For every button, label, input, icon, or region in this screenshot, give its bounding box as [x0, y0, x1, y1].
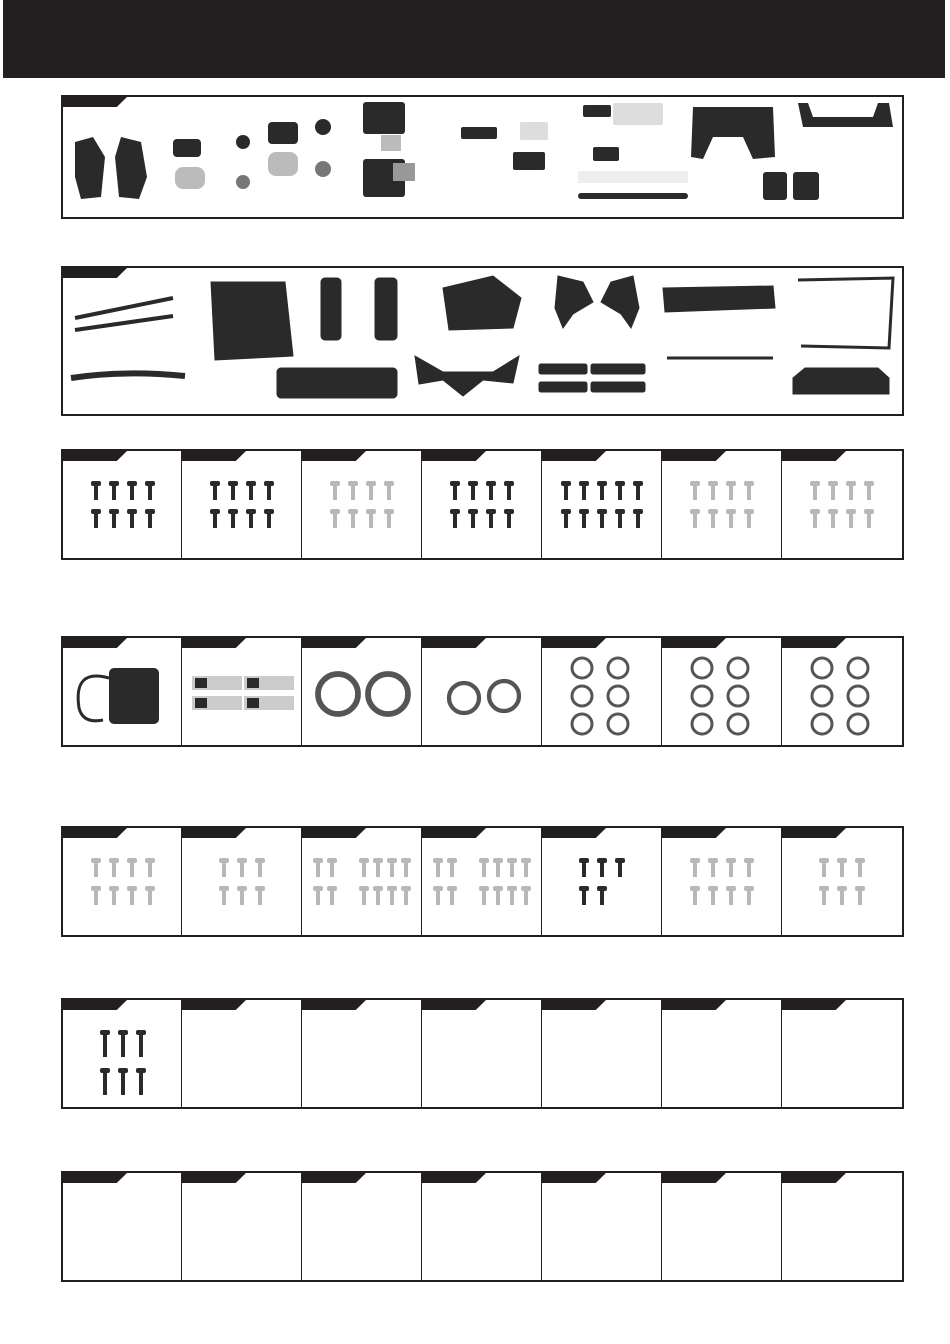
part-image-black-screws-5 — [542, 828, 661, 935]
part-image-silver-screws-8 — [782, 451, 901, 558]
cell-tag — [182, 1173, 246, 1183]
part-cell-empty — [542, 1173, 662, 1280]
cell-tag — [63, 1173, 127, 1183]
cell-tag — [662, 1000, 726, 1010]
part-image-silver-screws-12 — [422, 828, 541, 935]
part-cell-empty — [182, 1173, 302, 1280]
parts-panel-1 — [61, 95, 904, 219]
part-cell-empty — [63, 1173, 182, 1280]
part-image-bearings-2-large — [302, 638, 421, 745]
part-image-body-clips — [182, 638, 301, 745]
part-cell-bearings-2 — [422, 638, 542, 745]
part-cell-black-screws-8 — [63, 451, 182, 558]
part-image-silver-screws-8 — [662, 828, 781, 935]
part-cell-black-screws-8 — [422, 451, 542, 558]
part-image-black-screws-8 — [422, 451, 541, 558]
grid-panel-empty-grid — [61, 1171, 904, 1282]
part-image-rings-6 — [782, 638, 901, 745]
page-header-bar — [3, 0, 945, 78]
part-cell-silver-screws-12 — [302, 828, 422, 935]
part-cell-long-black-screws-6 — [63, 1000, 182, 1107]
cell-tag — [422, 1173, 486, 1183]
cell-tag — [542, 1000, 606, 1010]
part-cell-rings-6 — [542, 638, 662, 745]
part-cell-silver-screws-8 — [782, 451, 902, 558]
part-image-silver-screws-8 — [662, 451, 781, 558]
part-cell-empty — [542, 1000, 662, 1107]
part-cell-silver-screws-8 — [662, 451, 782, 558]
cell-tag — [302, 1000, 366, 1010]
cell-tag — [182, 1000, 246, 1010]
grid-panel-screws-c — [61, 998, 904, 1109]
part-cell-empty — [782, 1000, 902, 1107]
part-cell-silver-screws-6 — [782, 828, 902, 935]
part-cell-silver-screws-12 — [422, 828, 542, 935]
grid-panel-misc-a — [61, 636, 904, 747]
cell-tag — [662, 1173, 726, 1183]
parts-photo-1 — [63, 97, 902, 217]
part-image-long-black-screws-6 — [63, 1000, 181, 1107]
cell-tag — [302, 1173, 366, 1183]
part-cell-empty — [422, 1173, 542, 1280]
part-cell-empty — [782, 1173, 902, 1280]
part-cell-empty — [662, 1173, 782, 1280]
part-image-silver-screws-8 — [302, 451, 421, 558]
part-cell-silver-screws-8 — [302, 451, 422, 558]
part-cell-empty — [302, 1173, 422, 1280]
part-cell-empty — [662, 1000, 782, 1107]
part-image-bearings-2 — [422, 638, 541, 745]
part-cell-rings-6 — [782, 638, 902, 745]
part-image-silver-screws-6 — [782, 828, 901, 935]
part-cell-silver-screws-8 — [662, 828, 782, 935]
part-image-rings-6 — [662, 638, 781, 745]
parts-panel-2 — [61, 266, 904, 416]
part-image-silver-screws-6 — [182, 828, 301, 935]
part-image-silver-screws-12 — [302, 828, 421, 935]
part-cell-empty — [302, 1000, 422, 1107]
part-cell-silver-screws-6 — [182, 828, 302, 935]
part-image-silver-screws-8 — [63, 828, 181, 935]
part-cell-silver-screws-8 — [63, 828, 182, 935]
part-cell-body-clips — [182, 638, 302, 745]
cell-tag — [542, 1173, 606, 1183]
part-image-black-screws-8 — [182, 451, 301, 558]
part-image-rings-6 — [542, 638, 661, 745]
part-cell-servo — [63, 638, 182, 745]
part-cell-rings-6 — [662, 638, 782, 745]
part-cell-black-screws-5 — [542, 828, 662, 935]
part-cell-empty — [182, 1000, 302, 1107]
cell-tag — [782, 1000, 846, 1010]
part-cell-bearings-2-large — [302, 638, 422, 745]
part-cell-black-screws-10 — [542, 451, 662, 558]
part-cell-empty — [422, 1000, 542, 1107]
part-image-black-screws-10 — [542, 451, 661, 558]
grid-panel-screws-a — [61, 449, 904, 560]
cell-tag — [422, 1000, 486, 1010]
parts-photo-2 — [63, 268, 902, 414]
part-image-black-screws-8 — [63, 451, 181, 558]
cell-tag — [782, 1173, 846, 1183]
grid-panel-screws-b — [61, 826, 904, 937]
part-image-servo — [63, 638, 181, 745]
part-cell-black-screws-8 — [182, 451, 302, 558]
